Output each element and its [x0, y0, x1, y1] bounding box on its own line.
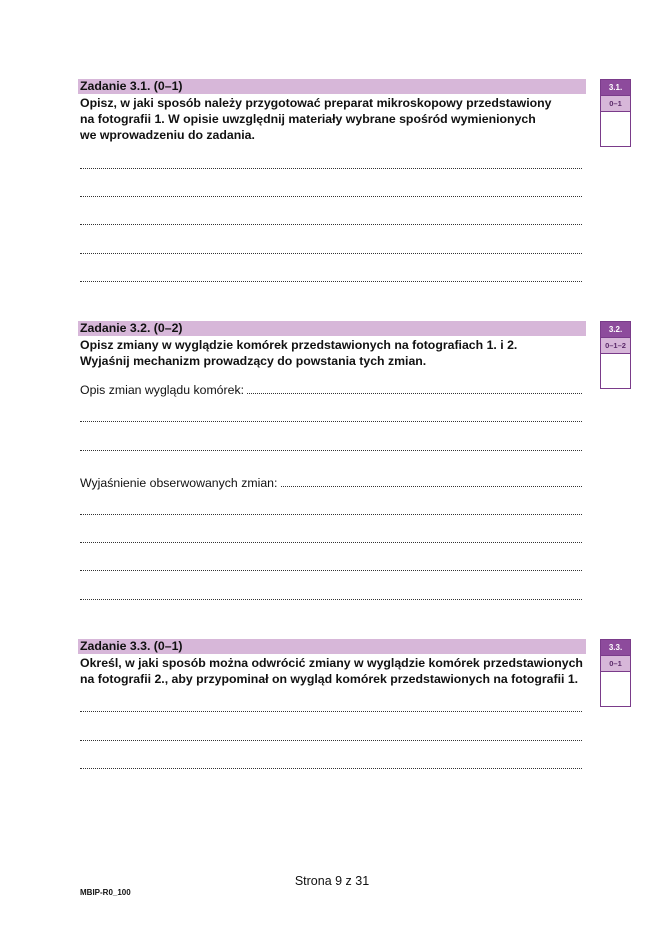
answer-line[interactable]: [80, 513, 582, 515]
instruction-line: Opisz zmiany w wyglądzie komórek przedstawionych na fotografiach 1. i 2.: [80, 338, 518, 352]
exam-code: MBIP-R0_100: [80, 888, 131, 897]
answer-line[interactable]: [80, 420, 582, 422]
score-entry-field[interactable]: [601, 672, 630, 706]
label-explanation: Wyjaśnienie obserwowanych zmian:: [80, 476, 280, 490]
instruction-line: Wyjaśnij mechanizm prowadzący do powstania tych zmian.: [80, 354, 427, 368]
answer-line[interactable]: [240, 392, 582, 394]
instruction-line: Określ, w jaki sposób można odwrócić zmiany w wyglądzie komórek przedstawionych: [80, 656, 583, 670]
answer-line[interactable]: [80, 280, 582, 282]
score-range: 0–1: [601, 95, 630, 112]
task-3-2-header: Zadanie 3.2. (0–2): [78, 321, 586, 336]
score-range: 0–1: [601, 655, 630, 672]
score-box-3-2: [600, 321, 631, 389]
answer-line[interactable]: [80, 767, 582, 769]
answer-line[interactable]: [278, 485, 582, 487]
answer-line[interactable]: [80, 569, 582, 571]
task-3-3-header: Zadanie 3.3. (0–1): [78, 639, 586, 654]
instruction-line: na fotografii 2., aby przypominał on wygląd komórek przedstawionych na fotografii 1.: [80, 672, 579, 686]
task-3-1-instruction: [80, 95, 580, 143]
answer-line[interactable]: [80, 710, 582, 712]
score-entry-field[interactable]: [601, 112, 630, 146]
page-number: Strona 9 z 31: [294, 874, 370, 888]
score-box-3-1: [600, 79, 631, 147]
task-3-2-instruction: [80, 337, 580, 369]
score-task-number: 3.1.: [601, 80, 630, 95]
score-range: 0–1–2: [601, 337, 630, 354]
score-entry-field[interactable]: [601, 354, 630, 388]
answer-line[interactable]: [80, 739, 582, 741]
score-task-number: 3.3.: [601, 640, 630, 655]
answer-line[interactable]: [80, 252, 582, 254]
score-box-3-3: [600, 639, 631, 707]
answer-line[interactable]: [80, 195, 582, 197]
answer-line[interactable]: [80, 541, 582, 543]
instruction-line: na fotografii 1. W opisie uwzględnij materiały wybrane spośród wymienionych: [80, 112, 536, 126]
instruction-line: we wprowadzeniu do zadania.: [80, 128, 255, 142]
instruction-line: Opisz, w jaki sposób należy przygotować preparat mikroskopowy przedstawiony: [80, 96, 552, 110]
label-cell-changes: Opis zmian wyglądu komórek:: [80, 383, 247, 397]
task-3-3-instruction: [80, 655, 583, 687]
task-3-1-header: Zadanie 3.1. (0–1): [78, 79, 586, 94]
answer-line[interactable]: [80, 223, 582, 225]
answer-line[interactable]: [80, 167, 582, 169]
score-task-number: 3.2.: [601, 322, 630, 337]
answer-line[interactable]: [80, 598, 582, 600]
answer-line[interactable]: [80, 449, 582, 451]
